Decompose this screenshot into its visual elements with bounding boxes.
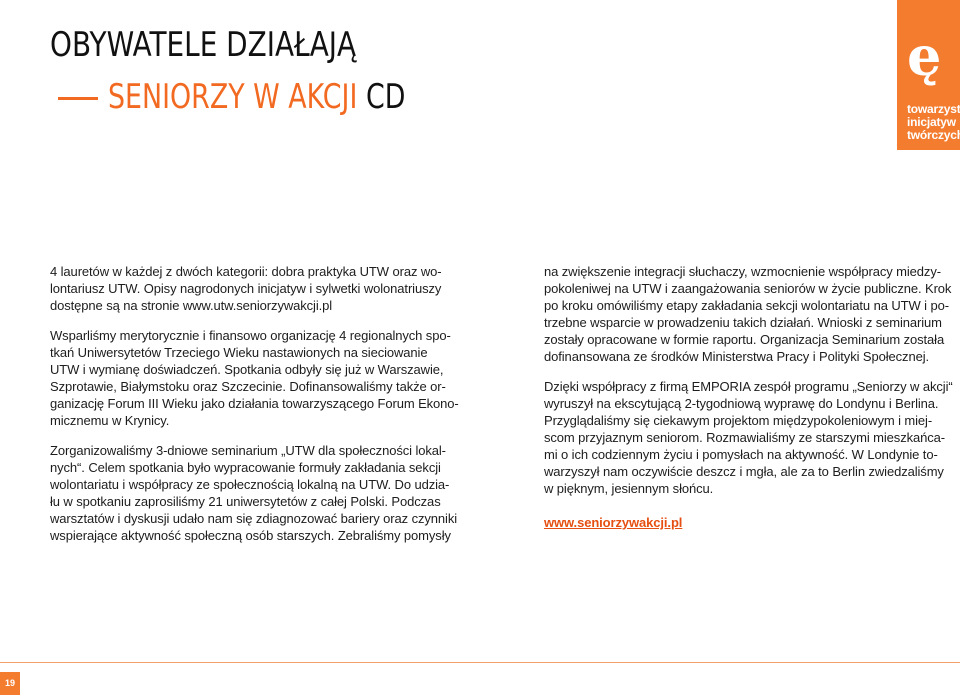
right-p2-line-2: wyruszył na ekscytującą 2-tygodniową wyprawę do Londynu i Berlina. — [544, 396, 939, 411]
left-paragraph-2 — [50, 327, 459, 429]
left-p3-line-6: wspierające aktywność społeczną osób starszych. Zebraliśmy pomysły — [50, 528, 451, 543]
left-p3-line-4: łu w spotkaniu zaprosiliśmy 21 uniwersytetów z całej Polski. Podczas — [50, 494, 441, 509]
brand-logo-letter: ę — [907, 24, 942, 88]
page-title-group — [50, 25, 423, 65]
right-p2-line-7: w pięknym, jesiennym słońcu. — [544, 481, 714, 496]
right-p2-line-4: scom przyjaznym seniorom. Rozmawialiśmy ze starszymi mieszkańca- — [544, 430, 946, 445]
right-p1-line-1: na zwiększenie integracji słuchaczy, wzmocnienie współpracy miedzy- — [544, 264, 941, 279]
right-p1-line-6: dofinansowana ze środków Ministerstwa Pracy i Polityki Społecznej. — [544, 349, 930, 364]
left-p1-line-2: lontariusz UTW. Opisy nagrodonych inicjatyw i sylwetki wolonatriuszy — [50, 281, 442, 296]
page-number-badge: 19 — [0, 672, 20, 695]
right-p2-line-1: Dzięki współpracy z firmą EMPORIA zespół programu „Seniorzy w akcji“ — [544, 379, 953, 394]
right-p2-line-3: Przyglądaliśmy się ciekawym projektom międzypokoleniowym i miej- — [544, 413, 933, 428]
subtitle-dash — [58, 97, 98, 100]
brand-logo-text — [907, 103, 977, 142]
subtitle-text — [108, 77, 405, 117]
left-paragraph-3 — [50, 442, 458, 544]
right-paragraph-2 — [544, 378, 953, 497]
right-p1-line-3: po kroku omówiliśmy etapy zakładania sekcji wolontariatu na UTW i po- — [544, 298, 949, 313]
left-paragraph-1 — [50, 263, 443, 314]
page-title: OBYWATELE DZIAŁAJĄ — [50, 25, 357, 65]
right-p1-line-2: pokoleniwej na UTW i zaangażowania seniorów w życie publiczne. Krok — [544, 281, 952, 296]
brand-line-2: inicjatyw — [907, 115, 956, 129]
footer-divider — [0, 662, 960, 663]
left-column — [50, 263, 459, 544]
left-p2-line-4: Szprotawie, Białymstoku oraz Szczecinie. Dofinansowaliśmy także or- — [50, 379, 446, 394]
left-p2-line-6: micznemu w Krynicy. — [50, 413, 170, 428]
brand-line-1: towarzystwo — [907, 102, 977, 116]
left-p3-line-5: warsztatów i dyskusji udało nam się zdiagnozować bariery oraz czynniki — [50, 511, 458, 526]
right-column — [544, 263, 953, 531]
right-p1-line-4: trzebne wsparcie w prowadzeniu takich działań. Wnioski z seminarium — [544, 315, 942, 330]
left-p2-line-1: Wsparliśmy merytorycznie i finansowo organizację 4 regionalnych spo- — [50, 328, 451, 343]
right-p2-line-5: mi o ich codziennym życiu i pomysłach na aktywność. W Londynie to- — [544, 447, 938, 462]
left-p1-line-3: dostępne są na stronie www.utw.seniorzywakcji.pl — [50, 298, 333, 313]
left-p3-line-1: Zorganizowaliśmy 3-dniowe seminarium „UTW dla społeczności lokal- — [50, 443, 446, 458]
website-link[interactable]: www.seniorzywakcji.pl — [544, 515, 683, 530]
left-p1-line-1: 4 lauretów w każdej z dwóch kategorii: dobra praktyka UTW oraz wo- — [50, 264, 442, 279]
right-paragraph-1 — [544, 263, 952, 365]
left-p2-line-3: UTW i wymianę doświadczeń. Spotkania odbyły się już w Warszawie, — [50, 362, 444, 377]
brand-line-3: twórczych — [907, 128, 964, 142]
brand-logo — [897, 0, 977, 150]
subtitle — [58, 77, 484, 117]
left-p3-line-3: wolontariatu i współpracy ze społecznością lokalną na UTW. Do udzia- — [50, 477, 450, 492]
left-p2-line-5: ganizację Forum III Wieku jako działania towarzyszącego Forum Ekono- — [50, 396, 459, 411]
right-p2-line-6: warzyszył nam oczywiście deszcz i mgła, ale za to Berlin zwiedzaliśmy — [544, 464, 944, 479]
left-p2-line-2: tkań Uniwersytetów Trzeciego Wieku nastawionych na sieciowanie — [50, 345, 428, 360]
right-p1-line-5: zostały opracowane w formie raportu. Organizacja Seminarium została — [544, 332, 945, 347]
subtitle-highlight: SENIORZY W AKCJI — [108, 77, 366, 117]
left-p3-line-2: nych“. Celem spotkania było wypracowanie formuły zakładania sekcji — [50, 460, 441, 475]
subtitle-suffix: CD — [365, 77, 406, 117]
